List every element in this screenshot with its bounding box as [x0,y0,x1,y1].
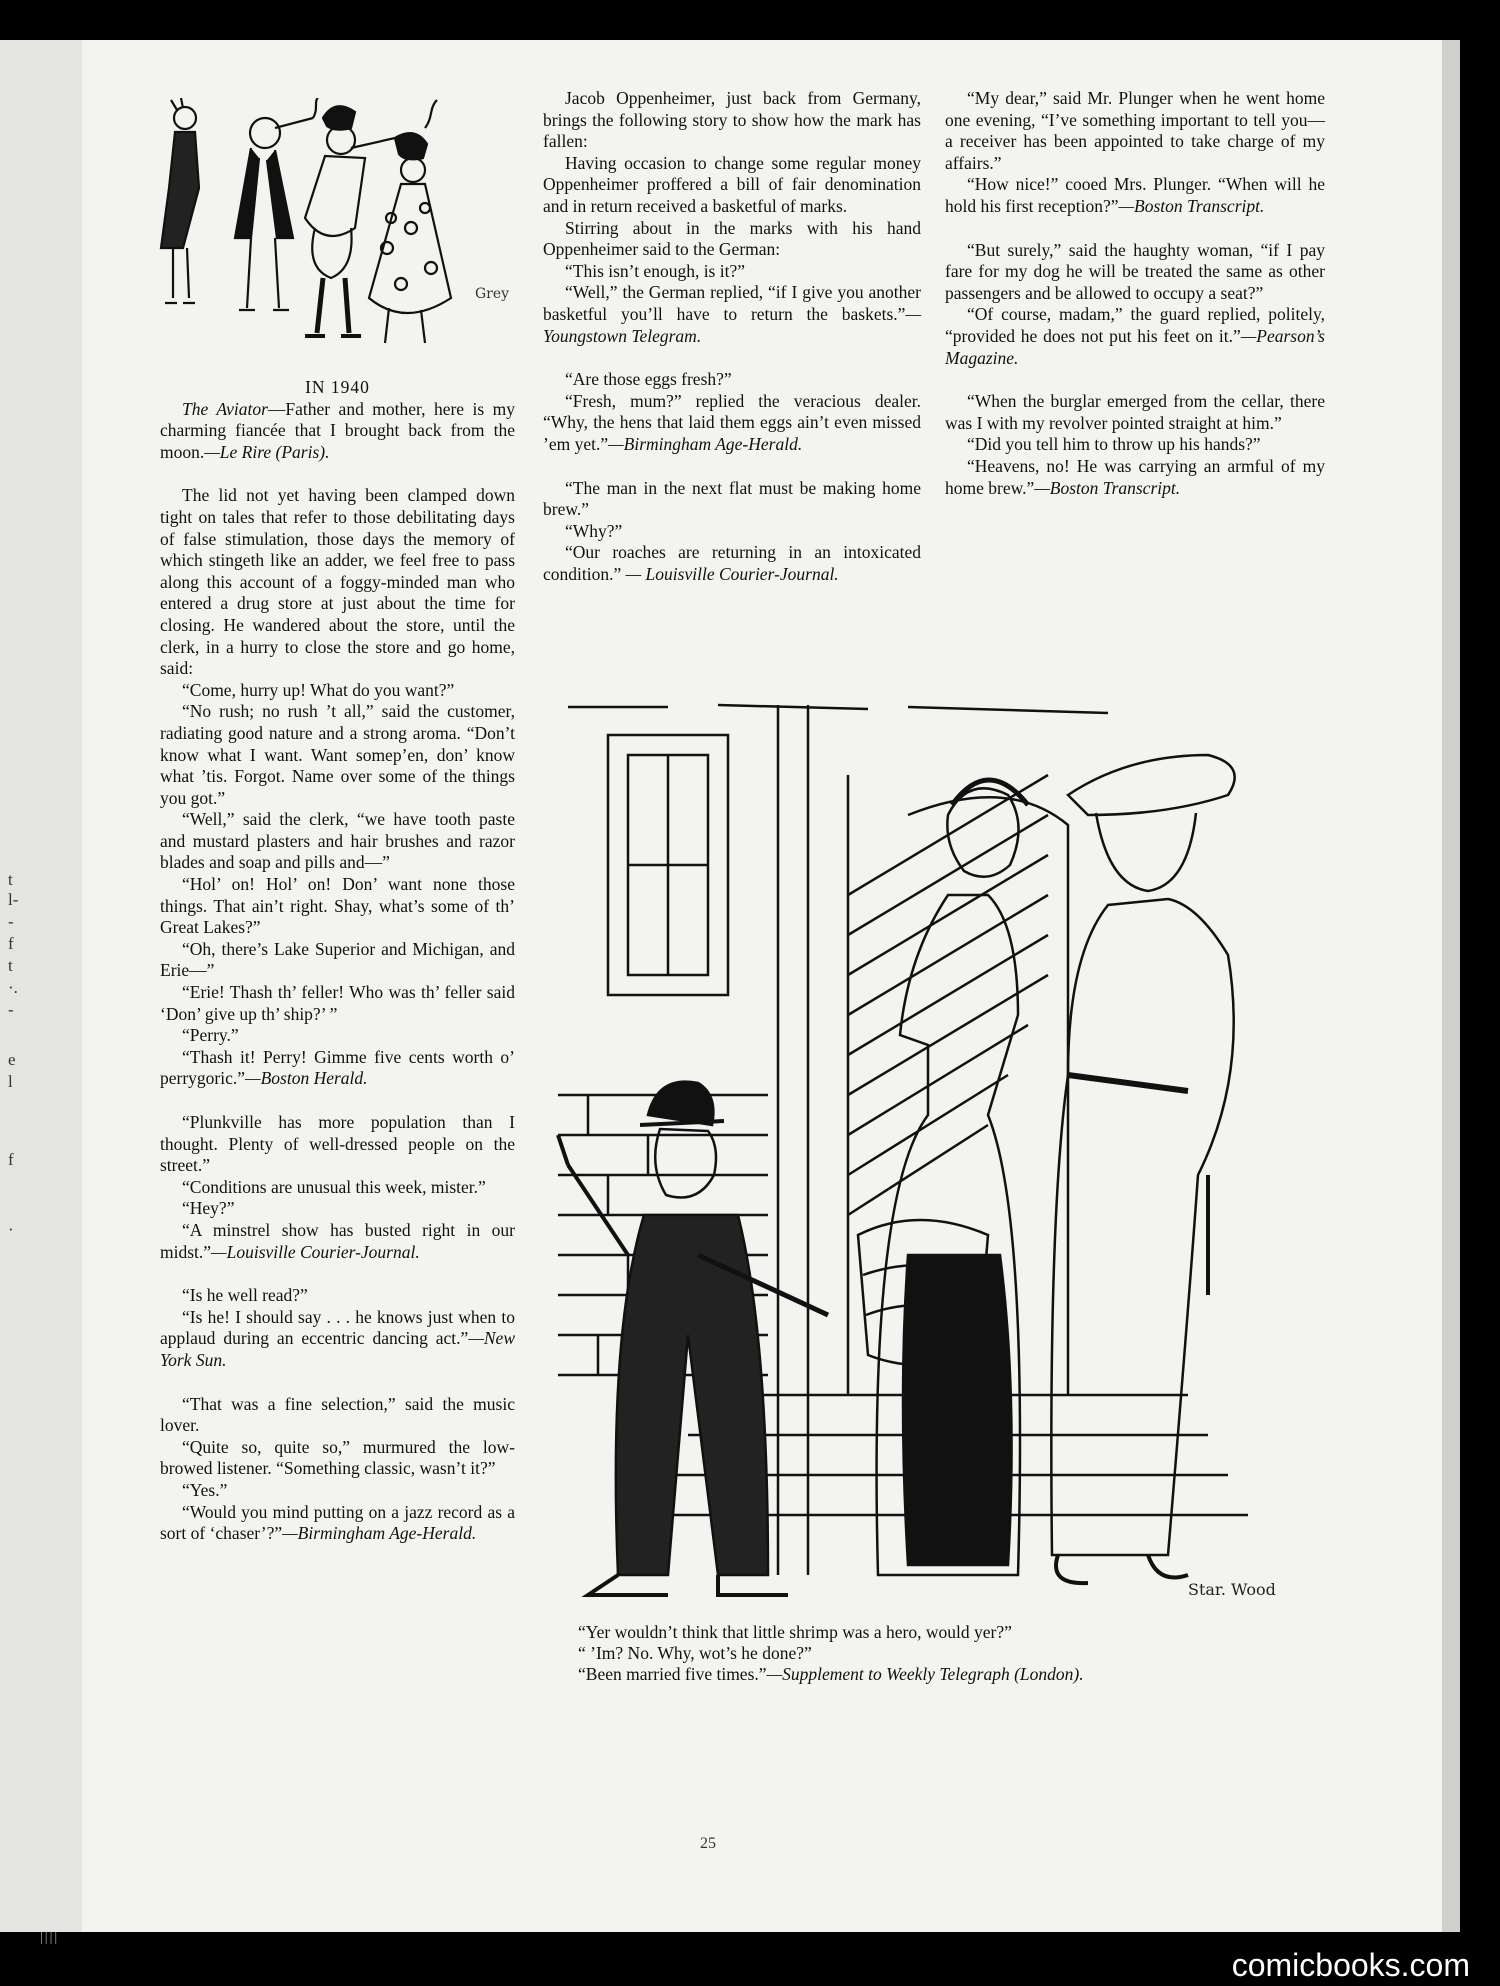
margin-fragment: - [8,912,14,931]
story-paragraph: Having occasion to change some regular money Oppenheimer proffered a bill of fair denomination and in return received a basketful of marks. [543,152,921,216]
story-paragraph: “That was a fine selection,” said the music lover. [160,1393,515,1436]
story-paragraph: The lid not yet having been clamped down tight on tales that refer to those debilitating days of false stimulation, those days the memory of which stingeth like an adder, we feel free to pass along this account of a foggy-minded man who entered a drug store at just about the time for closing. He wandered about the store, until the clerk, in a hurry to close the store and go home, said: [160,485,515,679]
story-paragraph: “Yes.” [182,1479,228,1500]
story-paragraph [543,282,921,347]
story-paragraph: “Why?” [565,520,623,541]
cartoon1-caption-lead: The Aviator [182,398,268,419]
story-source: — Louisville Courier-Journal. [621,563,839,584]
story-text: “Is he! I should say . . . he knows just when to applaud during an eccentric dancing act.” [160,1306,515,1349]
site-watermark: comicbooks.com [1231,1947,1470,1983]
margin-fragment: l [8,1072,13,1091]
caption-line: “ ’Im? No. Why, wot’s he done?” [578,1643,812,1663]
margin-fragment: f [8,934,14,953]
cartoon2-signature: Star. Wood [1188,1580,1276,1599]
story-text: “Well,” the German replied, “if I give you another basketful you’ll have to return the baskets.” [543,282,921,324]
margin-fragment: · [8,1220,14,1239]
story-source: —Youngstown Telegram. [543,303,921,346]
margin-fragment: e [8,1050,16,1069]
story-text: “A minstrel show has busted right in our midst.” [160,1219,515,1262]
cartoon2-caption [578,1622,1318,1685]
story-paragraph [945,174,1325,217]
story-text: “Thash it! Perry! Gimme five cents worth o’ perrygoric.” [160,1046,515,1089]
story-paragraph: “My dear,” said Mr. Plunger when he went home one evening, “I’ve something important to tell you—a receiver has been appointed to take charge of my affairs.” [945,88,1325,173]
column-middle [543,88,921,585]
story-paragraph: “Plunkville has more population than I thought. Plenty of well-dressed people on the street.” [160,1112,515,1176]
story-source: —Boston Herald. [245,1068,368,1089]
story-paragraph: “Perry.” [182,1025,239,1046]
story-source: —New York Sun. [160,1328,515,1370]
story-source: —Boston Transcript. [1034,477,1181,498]
story-paragraph: Stirring about in the marks with his hand Oppenheimer said to the German: [543,217,921,260]
story-paragraph: “Are those eggs fresh?” [565,369,732,390]
story-paragraph: “Oh, there’s Lake Superior and Michigan, and Erie—” [160,938,515,981]
margin-fragment: ·. [8,978,18,997]
story-paragraph: “Quite so, quite so,” murmured the low-browed listener. “Something classic, wasn’t it?” [160,1436,515,1479]
cartoon-shrimp-hero-illustration [548,695,1318,1620]
story-paragraph: Jacob Oppenheimer, just back from Germany, brings the following story to show how the mark has fallen: [543,88,921,152]
margin-fragment: l- [8,890,19,909]
margin-fragment: - [8,1000,14,1019]
story-source: —Birmingham Age-Herald. [608,433,803,454]
margin-fragment: t [8,870,13,889]
column-left [160,377,515,1545]
caption-line [578,1664,1318,1685]
page-number: 25 [700,1835,716,1852]
cartoon1-title: IN 1940 [305,377,370,397]
story-text: “Our roaches are returning in an intoxicated condition.” [543,542,921,584]
story-text: “Fresh, mum?” replied the veracious dealer. “Why, the hens that laid them eggs ain’t even missed ’em yet.” [543,390,921,454]
previous-page-strip [0,40,82,1932]
cartoon-in-1940-illustration [155,98,517,370]
story-source: —Pearson’s Magazine. [945,325,1325,368]
story-paragraph [543,391,921,456]
story-paragraph [160,1307,515,1372]
story-paragraph [160,1502,515,1545]
story-paragraph: “Come, hurry up! What do you want?” [182,679,455,700]
story-paragraph [543,542,921,585]
page-edge [1442,40,1460,1932]
story-paragraph [160,1047,515,1090]
story-paragraph: “Did you tell him to throw up his hands?” [967,434,1261,455]
story-source: —Louisville Courier-Journal. [211,1241,420,1262]
cartoon1-caption-text: —Father and mother, here is my charming fiancée that I brought back from the moon. [160,398,515,462]
story-paragraph: “Well,” said the clerk, “we have tooth paste and mustard plasters and hair brushes and razor blades and soap and pills and—” [160,809,515,873]
story-paragraph: “Hol’ on! Hol’ on! Don’ want none those things. That ain’t right. Shay, what’s some of th’ Great Lakes?” [160,874,515,938]
story-paragraph [945,304,1325,369]
story-text: “How nice!” cooed Mrs. Plunger. “When will he hold his first reception?” [945,174,1325,216]
story-paragraph: “Erie! Thash th’ feller! Who was th’ feller said ‘Don’ give up th’ ship?’ ” [160,982,515,1024]
story-paragraph: “Hey?” [182,1198,235,1219]
caption-line: “Yer wouldn’t think that little shrimp was a hero, would yer?” [578,1622,1012,1642]
story-paragraph: “When the burglar emerged from the cellar, there was I with my revolver pointed straight at him.” [945,391,1325,433]
caption-text: “Been married five times.” [578,1664,767,1684]
margin-fragment: t [8,956,13,975]
story-paragraph: “The man in the next flat must be making home brew.” [543,477,921,520]
story-text: “Of course, madam,” the guard replied, politely, “provided he does not put his feet on it.” [945,304,1325,346]
story-paragraph [945,456,1325,499]
story-source: —Birmingham Age-Herald. [282,1523,477,1544]
cartoon1-signature: Grey [475,286,510,302]
caption-source: —Supplement to Weekly Telegraph (London). [766,1664,1084,1684]
story-paragraph: “But surely,” said the haughty woman, “if I pay fare for my dog he will be treated the same as other passengers and be allowed to occupy a seat?” [945,239,1325,303]
story-paragraph: “Conditions are unusual this week, mister.” [182,1176,486,1197]
story-paragraph [160,1220,515,1263]
story-text: “Would you mind putting on a jazz record as a sort of ‘chaser’?” [160,1501,515,1544]
story-text: “Heavens, no! He was carrying an armful of my home brew.” [945,455,1325,498]
story-paragraph: “No rush; no rush ’t all,” said the customer, radiating good nature and a strong aroma. “Don’t know what I want. Want somep’en, don’ know what ’tis. Forgot. Name over some of the things you got.” [160,701,515,808]
cartoon1-caption-source: —Le Rire (Paris). [204,441,330,462]
story-paragraph: “Is he well read?” [182,1285,308,1306]
column-right [945,88,1325,499]
story-source: —Boston Transcript. [1118,195,1265,216]
margin-fragment: f [8,1150,14,1169]
story-paragraph: “This isn’t enough, is it?” [565,260,745,281]
cartoon1-caption [160,399,515,464]
binding-marks: |||| [40,1930,60,1945]
